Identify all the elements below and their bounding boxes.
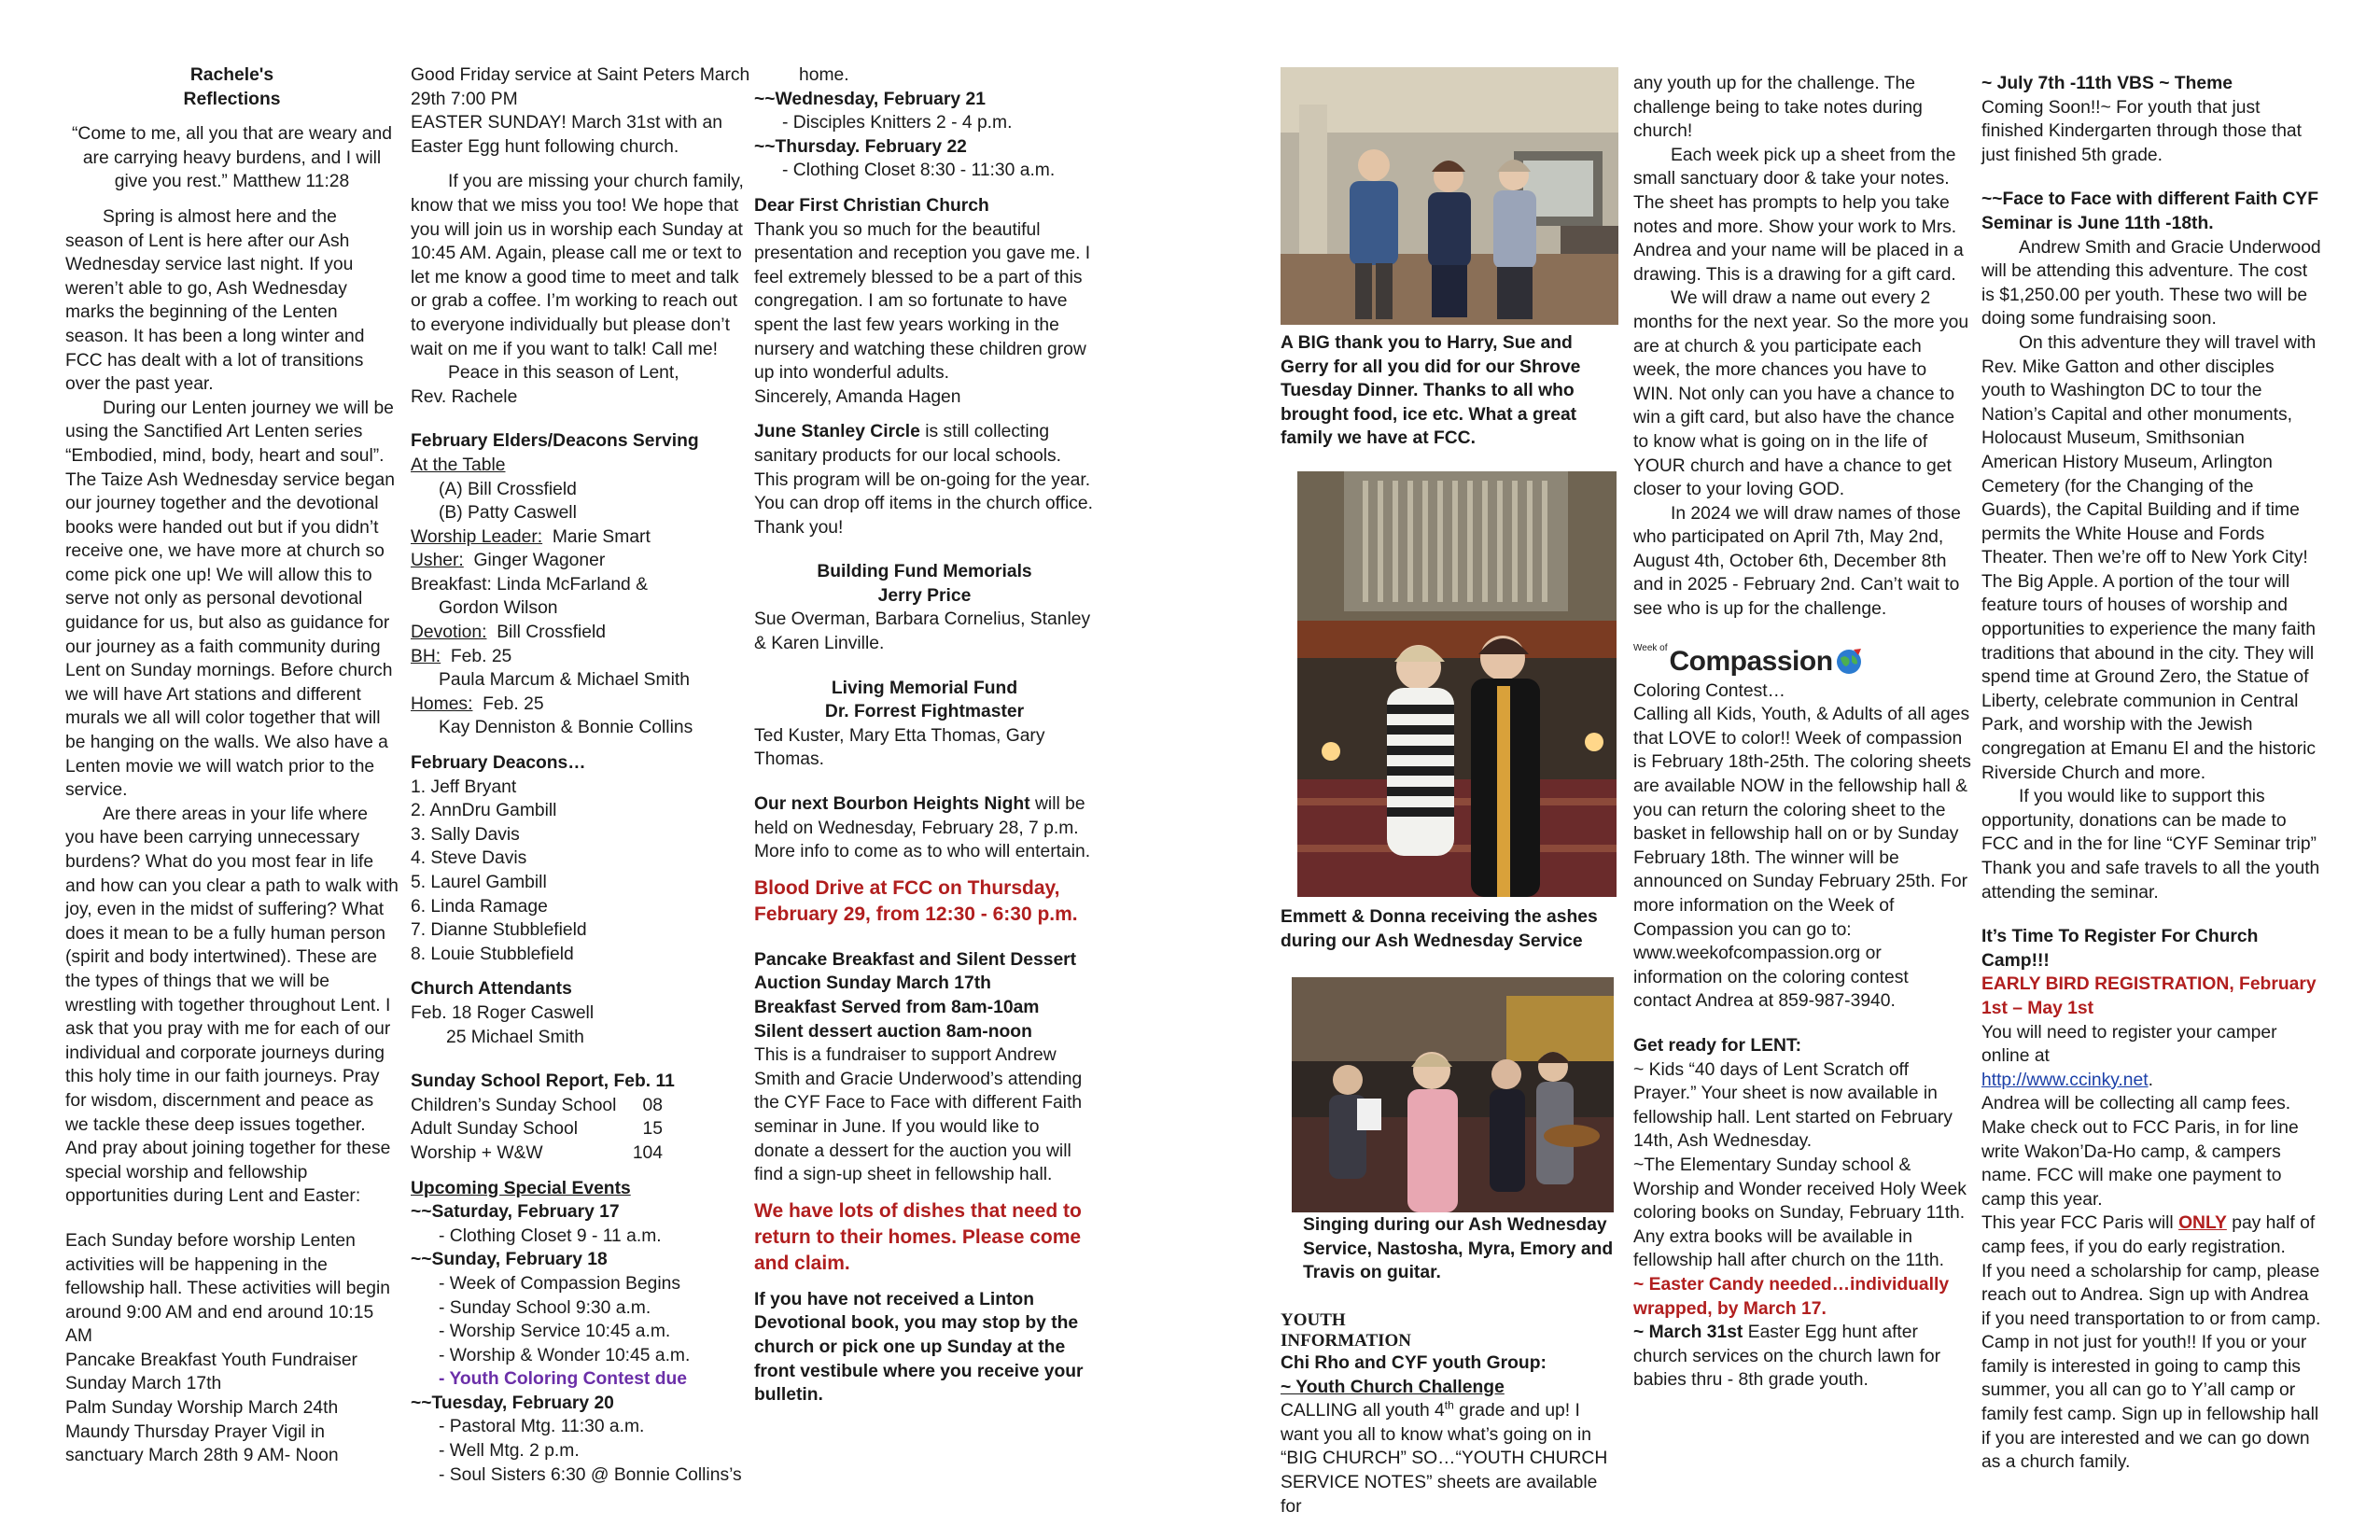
youth-text-a: CALLING all youth 4 [1281, 1401, 1445, 1421]
living-memorial-names: Ted Kuster, Mary Etta Thomas, Gary Thomas. [754, 725, 1045, 770]
event-item: - Pastoral Mtg. 11:30 a.m. [439, 1417, 645, 1437]
event-day: ~~Sunday, February 18 [411, 1250, 608, 1270]
homes-row [411, 693, 751, 717]
deacon-item: 5. Laurel Gambill [411, 873, 547, 892]
reflections-title: Rachele's [189, 65, 274, 85]
event-item: - Disciples Knitters 2 - 4 p.m. [782, 113, 1013, 133]
face-to-face-trip: On this adventure they will travel with Rev. Mike Gatton and other disciples youth to Washington DC to tour the Nation’s Capital and other monuments, Holocaust Museum, Smithsonian American History Museum, Arlington Cemetery (for the Changing of the Guards), the Capital Building and if time permits the White House and Fords Theater. Then we’re off to New York City! The Big Apple. A portion of the tour will feature tours of houses of worship and opportunities to experience the many faith traditions that abound in the city. They will spend time at Ground Zero, the Statue of Liberty, celebrate communion in Central Park, and worship with the Jewish congregation at Emanu El and the historic Riverside Church and more. [1981, 332, 2317, 783]
ss-row [411, 1094, 663, 1118]
youth-text-b: grade and up! I want you all to know what’s going on in “BIG CHURCH” SO…“YOUTH CHURCH SERVICE NOTES” sheets are available for [1281, 1401, 1608, 1517]
ss-label: Adult Sunday School [411, 1119, 579, 1140]
easter-note: EASTER SUNDAY! March 31st with an Easter Egg hunt following church. [411, 113, 722, 157]
scripture-verse: “Come to me, all you that are weary and are carrying heavy burdens, and I will give you rest.” Matthew 11:28 [72, 124, 392, 192]
living-memorial-title: Living Memorial Fund [831, 678, 1018, 698]
attendant-row: 25 Michael Smith [446, 1027, 584, 1047]
caption-ash-wednesday-ashes: Emmett & Donna receiving the ashes during our Ash Wednesday Service [1281, 907, 1598, 951]
deacon-item: 8. Louie Stubblefield [411, 944, 574, 964]
event-item: - Clothing Closet 8:30 - 11:30 a.m. [782, 161, 1056, 181]
ss-label: Children’s Sunday School [411, 1095, 617, 1115]
pancake-title: Pancake Breakfast and Silent Dessert Auction Sunday March 17th [754, 949, 1077, 994]
deacon-item: 2. AnnDru Gambill [411, 801, 557, 821]
bourbon-heights-title: Our next Bourbon Heights Night [754, 794, 1030, 815]
event-day: ~~Wednesday, February 21 [754, 89, 986, 109]
june-stanley-body: is still collecting sanitary products for our local schools. This program will be on-going for the year. You can drop off items in the church office. Thank you! [754, 422, 1094, 538]
breakfast-row: Breakfast: Linda McFarland & [411, 574, 648, 595]
devotion-label: Devotion: [411, 623, 487, 643]
face-to-face-title: ~~Face to Face with different Faith CYF Seminar is June 11th -18th. [1981, 189, 2319, 233]
half-fees-a: This year FCC Paris will [1981, 1213, 2179, 1234]
coloring-contest-due: Youth Coloring Contest due [449, 1369, 687, 1390]
deacon-item: 1. Jeff Bryant [411, 777, 517, 797]
reflections-subtitle: Reflections [183, 89, 281, 109]
june-stanley-circle [754, 420, 1095, 539]
ss-row [411, 1117, 663, 1141]
globe-icon [1835, 648, 1863, 676]
column-camp [1981, 72, 2322, 1475]
photo-ash-wednesday-singing-image [1292, 977, 1614, 1212]
elders-title: February Elders/Deacons Serving [411, 431, 699, 452]
homes-names: Kay Denniston & Bonnie Collins [439, 718, 693, 738]
attendants-title: Church Attendants [411, 979, 572, 1000]
easter-body: Easter Egg hunt after church services on the church lawn for babies thru - 8th grade youth. [1633, 1323, 1941, 1391]
deacon-item: 6. Linda Ramage [411, 896, 548, 917]
deacon-item: 4. Steve Davis [411, 848, 527, 869]
column-youth [1633, 72, 1971, 1393]
event-day: ~~Saturday, February 17 [411, 1202, 620, 1223]
camp-half-fees [1981, 1211, 2322, 1259]
lent-item: ~The Elementary Sunday school & Worship and Wonder received Holy Week coloring books on Sunday, February 11th. Any extra books will be available in fellowship hall after church on the 11th. [1633, 1155, 1967, 1271]
challenge-dates: In 2024 we will draw names of those who participated on April 7th, May 2nd, August 4th, October 6th, December 8th and in 2025 - February 2nd. Can’t wait to see who is up for the challenge. [1633, 503, 1961, 620]
photo-ash-wednesday-ashes-image [1297, 471, 1617, 897]
event-item: - Soul Sisters 6:30 @ Bonnie Collins’s [439, 1464, 742, 1485]
event-item: - Sunday School 9:30 a.m. [439, 1297, 651, 1318]
event-item: home. [799, 65, 849, 85]
vbs-title: ~ July 7th -11th VBS ~ Theme [1981, 74, 2233, 93]
logo-small-text: Week of [1633, 642, 1668, 653]
reflection-paragraph-1: Spring is almost here and the season of Lent is here after our Ash Wednesday service last night. If you weren’t able to go, Ash Wednesday marks the beginning of the Lenten season. It has been a long winter and FCC has dealt with a lot of transitions over the past year. [65, 206, 365, 395]
bourbon-heights-body: will be held on Wednesday, February 28, 7 p.m. More info to come as to who will entertain. [754, 794, 1091, 862]
youth-text-sup: th [1444, 1398, 1454, 1412]
letter-signoff: Sincerely, Amanda Hagen [754, 386, 961, 407]
bh-names: Paula Marcum & Michael Smith [439, 670, 690, 691]
event-item-highlight [411, 1367, 751, 1392]
challenge-instructions: Each week pick up a sheet from the small sanctuary door & take your notes. The sheet has prompts to help you take notes and more. Show your work to Mrs. Andrea and your name will be placed in a drawing. This is a drawing for a gift card. [1633, 145, 1964, 285]
bh-row [411, 645, 751, 669]
camp-details: If you need a scholarship for camp, please reach out to Andrea. Sign up with Andrea if you need transportation to or from camp. Camp in not just for youth!! If you or your family is interested in going to camp this summer, you all can go to Y’all camp or family fest camp. Sign up in fellowship hall if you are interested and we can go down as a church family. [1981, 1261, 2321, 1473]
camp-registration-link[interactable]: http://www.ccinky.net [1981, 1070, 2149, 1090]
homes-label: Homes: [411, 693, 473, 714]
worship-leader-name: Marie Smart [552, 526, 651, 547]
youth-group-title: Chi Rho and CYF youth Group: [1281, 1353, 1547, 1373]
dishes-notice: We have lots of dishes that need to return to their homes. Please come and claim. [754, 1199, 1082, 1274]
ss-row [411, 1141, 663, 1166]
blood-drive-notice: Blood Drive at FCC on Thursday, February 29, from 12:30 - 6:30 p.m. [754, 876, 1078, 925]
event-item: - Worship & Wonder 10:45 a.m. [439, 1345, 691, 1365]
maundy-thursday-note: Maundy Thursday Prayer Vigil in sanctuary March 28th 9 AM- Noon [65, 1421, 339, 1466]
camp-fees: Andrea will be collecting all camp fees. Make check out to FCC Paris, in for line write Wakon’Da-Ho camp, & campers name. FCC will make one payment to camp this year. [1981, 1094, 2299, 1210]
ss-value: 104 [632, 1142, 663, 1163]
column-notices [754, 63, 1095, 1407]
lent-item: ~ Kids “40 days of Lent Scratch off Prayer.” Your sheet is now available in fellowship hall. Lent started on February 14th, Ash Wednesday. [1633, 1059, 1953, 1152]
photo-ash-wednesday-singing [1292, 977, 1614, 1212]
building-fund-title: Building Fund Memorials [817, 562, 1032, 582]
deacon-item: 7. Dianne Stubblefield [411, 920, 587, 941]
coloring-contest-body: Calling all Kids, Youth, & Adults of all ages that LOVE to color!! Week of compassion is February 18th-25th. The coloring sheets are available NOW in the fellowship hall & you can return the coloring sheet to the basket in fellowship hall on or by Sunday February 18th. The winner will be announced on Sunday February 25th. For more information on the Week of Compassion you can go to: www.weekofcompassion.org or information on the coloring contest contact Andrea at 859-987-3940. [1633, 705, 1971, 1012]
reflection-paragraph-2: During our Lenten journey we will be using the Sanctified Art Lenten series “Embodied, mind, body, heart and soul”. The Taize Ash Wednesday service began our journey together and the devotional books were handed out but if you didn’t receive one, we have more at church so come pick one up! We will allow this to serve not only as personal devotional guidance for us, but also as guidance for our journey as a faith community during Lent on Sunday mornings. Before church we will have Art stations and different murals we all will color together that will be hanging on the walls. We also have a Lenten movie we will watch prior to the service. [65, 398, 395, 801]
good-friday-note: Good Friday service at Saint Peters March 29th 7:00 PM [411, 65, 750, 109]
sunday-school-title: Sunday School Report, Feb. 11 [411, 1071, 675, 1092]
pancake-breakfast-time: Breakfast Served from 8am-10am [754, 998, 1040, 1017]
face-to-face-donate: If you would like to support this opportunity, donations can be made to FCC and in the for line “CYF Seminar trip” Thank you and safe travels to all the youth attending the seminar. [1981, 787, 2320, 903]
pancake-fundraiser-note: Pancake Breakfast Youth Fundraiser Sunday March 17th [65, 1350, 357, 1394]
palm-sunday-note: Palm Sunday Worship March 24th [65, 1398, 339, 1419]
ss-label: Worship + W&W [411, 1142, 543, 1163]
camp-title: It’s Time To Register For Church Camp!!! [1981, 927, 2259, 971]
lenten-activities: Each Sunday before worship Lenten activities will be happening in the fellowship hall. These activities will begin around 9:00 AM and end around 10:15 AM [65, 1230, 390, 1347]
easter-date: ~ March 31st [1633, 1323, 1743, 1343]
events-title: Upcoming Special Events [411, 1178, 631, 1198]
youth-heading-1: YOUTH [1281, 1310, 1346, 1330]
youth-heading-2: INFORMATION [1281, 1331, 1412, 1351]
letter-body: Thank you so much for the beautiful presentation and reception you gave me. I feel extremely blessed to be a part of this congregation. I am so fortunate to have spent the last few years working in the nursery and watching these children grow up into wonderful adults. [754, 219, 1091, 384]
breakfast-row-2: Gordon Wilson [439, 598, 558, 619]
event-item: - Well Mtg. 2 p.m. [439, 1441, 580, 1462]
logo-word: Compassion [1669, 645, 1833, 677]
event-day: ~~Tuesday, February 20 [411, 1393, 614, 1413]
week-of-compassion-logo [1633, 642, 1971, 677]
devotion-row [411, 621, 751, 645]
column-reflections [65, 63, 399, 1468]
camp-register-text: You will need to register your camper online at [1981, 1022, 2277, 1067]
vbs-body: Coming Soon!!~ For youth that just finished Kindergarten through those that just finished 5th grade. [1981, 97, 2303, 165]
photo-ash-wednesday-ashes [1297, 471, 1617, 897]
sunday-school-table [411, 1094, 663, 1166]
event-dash: - [439, 1369, 450, 1390]
lent-title: Get ready for LENT: [1633, 1035, 1801, 1056]
caption-shrove-tuesday: A BIG thank you to Harry, Sue and Gerry for all you did for our Shrove Tuesday Dinner. Thanks to all who brought food, ice etc. What a great family we have at FCC. [1281, 333, 1581, 449]
table-elder-a: (A) Bill Crossfield [439, 479, 577, 499]
letter-greeting: Dear First Christian Church [754, 195, 989, 216]
ss-value: 08 [642, 1095, 663, 1115]
photo-shrove-tuesday-image [1281, 67, 1618, 325]
pastor-signature: Rev. Rachele [411, 386, 518, 407]
event-day: ~~Thursday. February 22 [754, 136, 967, 157]
pancake-auction-time: Silent dessert auction 8am-noon [754, 1021, 1032, 1042]
challenge-drawing: We will draw a name out every 2 months for the next year. So the more you are at church & you participate each week, the more chances you have to WIN. Not only can you have a chance to win a gift card, but also have the chance to know what is going on in the life of YOUR church and have a chance to get closer to your loving GOD. [1633, 288, 1969, 500]
deacon-item: 3. Sally Davis [411, 824, 520, 845]
attendant-row: Feb. 18 Roger Caswell [411, 1002, 595, 1023]
worship-leader-label: Worship Leader: [411, 526, 543, 547]
coloring-contest-title: Coloring Contest… [1633, 680, 1785, 701]
face-to-face-cost: Andrew Smith and Gracie Underwood will be attending this adventure. The cost is $1,250.00 per youth. These two will be doing some fundraising soon. [1981, 237, 2321, 329]
bh-label: BH: [411, 646, 441, 666]
photo-shrove-tuesday [1281, 67, 1618, 325]
easter-egg-hunt [1633, 1321, 1971, 1393]
pancake-body: This is a fundraiser to support Andrew Smith and Gracie Underwood’s attending the CYF Face to Face with different Faith seminar in June. If you would like to donate a dessert for the auction you will find a sign-up sheet in fellowship hall. [754, 1045, 1083, 1185]
at-table-label: At the Table [411, 455, 506, 475]
usher-row [411, 549, 751, 573]
event-item: - Week of Compassion Begins [439, 1273, 680, 1294]
table-elder-b: (B) Patty Caswell [439, 503, 577, 524]
half-fees-b: pay half of camp fees, if you do early registration. [1981, 1213, 2316, 1257]
caption-ash-wednesday-singing: Singing during our Ash Wednesday Service, Nastosha, Myra, Emory and Travis on guitar. [1303, 1215, 1614, 1283]
building-fund-honoree: Jerry Price [877, 585, 972, 606]
pastor-closing: Peace in this season of Lent, [448, 363, 679, 384]
bh-date: Feb. 25 [450, 646, 512, 666]
living-memorial-honoree: Dr. Forrest Fightmaster [824, 702, 1025, 722]
ss-value: 15 [642, 1119, 663, 1140]
event-item: - Clothing Closet 9 - 11 a.m. [439, 1225, 662, 1246]
reflection-paragraph-3: Are there areas in your life where you have been carrying unnecessary burdens? What do you most fear in life and how can you clear a path to walk with joy, even in the midst of suffering? What does it mean to be a fully human person (spirit and body intertwined). These are the types of things that we will be wrestling with together throughout Lent. I ask that you pray with me for each of our individual and corporate journeys during this holy time in our faith journeys. Pray for wisdom, discernment and peace as we tackle these deep issues together. And pray about joining together for these special worship and fellowship opportunities during Lent and Easter: [65, 804, 399, 1207]
challenge-continued: any youth up for the challenge. The challenge being to take notes during church! [1633, 74, 1923, 142]
half-fees-only: ONLY [2178, 1213, 2227, 1234]
youth-challenge-body [1281, 1399, 1618, 1519]
june-stanley-title: June Stanley Circle [754, 422, 920, 442]
devotion-name: Bill Crossfield [497, 623, 606, 643]
easter-candy-notice: ~ Easter Candy needed…individually wrapped, by March 17. [1633, 1274, 1950, 1319]
camp-link-row: http://www.ccinky.net. [1981, 1070, 2153, 1090]
youth-challenge-title: ~ Youth Church Challenge [1281, 1377, 1505, 1397]
youth-information [1281, 1310, 1618, 1519]
usher-name: Ginger Wagoner [473, 551, 606, 571]
pastor-message: If you are missing your church family, know that we miss you too! We hope that you will join us in worship each Sunday at 10:45 AM. Again, please call me or text to let me know a good time to meet and talk or grab a coffee. I’m working to reach out to everyone individually but please don’t wait on me if you want to talk! Call me! [411, 172, 744, 359]
usher-label: Usher: [411, 551, 464, 571]
linton-devotional-notice: If you have not received a Linton Devotional book, you may stop by the church or pick one up Sunday at the front vestibule where you receive your bulletin. [754, 1289, 1084, 1406]
bourbon-heights-night [754, 792, 1095, 864]
early-bird-registration: EARLY BIRD REGISTRATION, February 1st – May 1st [1981, 974, 2317, 1018]
worship-leader-row [411, 525, 751, 550]
deacons-title: February Deacons… [411, 753, 586, 774]
homes-date: Feb. 25 [483, 693, 544, 714]
column-schedule [411, 63, 751, 1487]
event-item: - Worship Service 10:45 a.m. [439, 1322, 671, 1342]
building-fund-names: Sue Overman, Barbara Cornelius, Stanley & Karen Linville. [754, 609, 1091, 654]
